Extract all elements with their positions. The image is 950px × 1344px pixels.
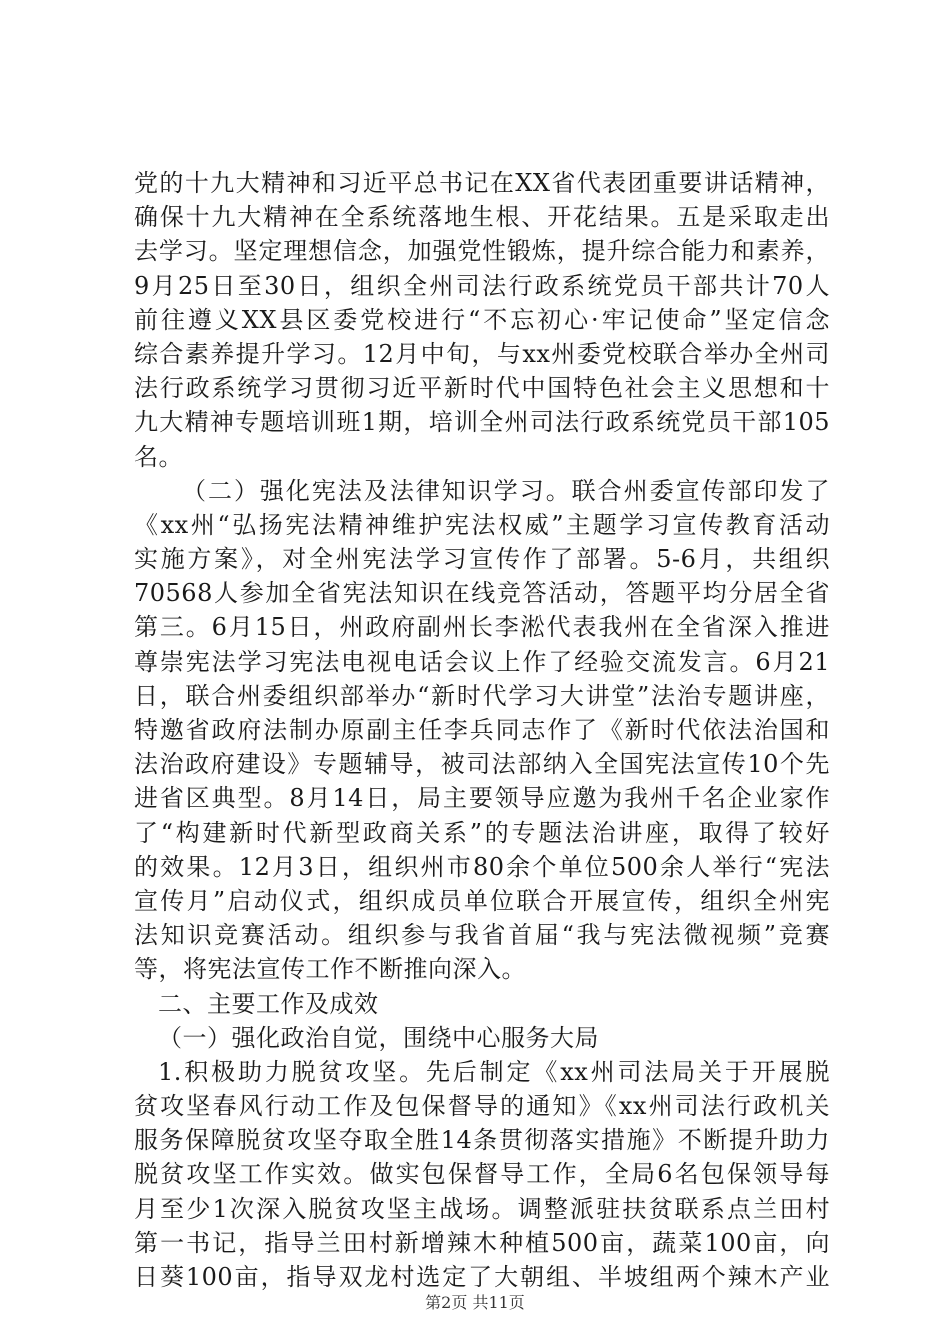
text-line: 第一书记，指导兰田村新增辣木种植500亩，蔬菜100亩，向 (134, 1228, 830, 1257)
text-line: 1.积极助力脱贫攻坚。先后制定《xx州司法局关于开展脱 (158, 1057, 830, 1086)
text-line: 贫攻坚春风行动工作及包保督导的通知》《xx州司法行政机关 (134, 1092, 830, 1121)
text-line: 了“构建新时代新型政商关系”的专题法治讲座，取得了较好 (134, 818, 830, 847)
text-line: 宣传月”启动仪式，组织成员单位联合开展宣传，组织全州宪 (134, 886, 830, 915)
text-line: 综合素养提升学习。12月中旬，与xx州委党校联合举办全州司 (134, 339, 830, 368)
text-line: 的效果。12月3日，组织州市80余个单位500余人举行“宪法 (134, 852, 830, 881)
text-line: 实施方案》，对全州宪法学习宣传作了部署。5-6月，共组织 (134, 545, 830, 574)
text-line: 名。 (134, 442, 183, 471)
section-heading-paragraph: （二）强化宪法及法律知识学习。联合州委宣传部印发了 (182, 476, 830, 505)
text-line: 70568人参加全省宪法知识在线竞答活动，答题平均分居全省 (134, 579, 830, 608)
text-line: 等，将宪法宣传工作不断推向深入。 (134, 955, 526, 984)
text-line: 月至少1次深入脱贫攻坚主战场。调整派驻扶贫联系点兰田村 (134, 1194, 830, 1223)
document-body (134, 166, 830, 1294)
text-line: 《xx州“弘扬宪法精神维护宪法权威”主题学习宣传教育活动 (134, 510, 830, 539)
text-line: 进省区典型。8月14日，局主要领导应邀为我州千名企业家作 (134, 784, 830, 813)
page-number-footer: 第2页 共11页 (425, 1293, 525, 1312)
text-line: 前往遵义XX县区委党校进行“不忘初心·牢记使命”坚定信念 (134, 305, 830, 334)
text-line: 法治政府建设》专题辅导，被司法部纳入全国宪法宣传10个先 (134, 750, 830, 779)
section-heading: 二、主要工作及成效 (158, 989, 379, 1018)
text-line: 特邀省政府法制办原副主任李兵同志作了《新时代依法治国和 (134, 716, 830, 744)
text-line: 尊崇宪法学习宪法电视电话会议上作了经验交流发言。6月21 (134, 647, 830, 676)
text-line: 第三。6月15日，州政府副州长李淞代表我州在全省深入推进 (134, 613, 830, 642)
text-line: 去学习。坚定理想信念，加强党性锻炼，提升综合能力和素养， (134, 237, 830, 266)
text-line: 九大精神专题培训班1期，培训全州司法行政系统党员干部105 (134, 408, 830, 437)
text-line: 日葵100亩，指导双龙村选定了大朝组、半坡组两个辣木产业 (134, 1263, 830, 1291)
text-line: 法行政系统学习贯彻习近平新时代中国特色社会主义思想和十 (134, 374, 830, 403)
text-line: 服务保障脱贫攻坚夺取全胜14条贯彻落实措施》不断提升助力 (134, 1126, 830, 1155)
text-line: 脱贫攻坚工作实效。做实包保督导工作，全局6名包保领导每 (134, 1160, 830, 1189)
text-line: 日，联合州委组织部举办“新时代学习大讲堂”法治专题讲座， (134, 681, 830, 710)
subsection-heading: （一）强化政治自觉，围绕中心服务大局 (158, 1023, 599, 1052)
text-line: 确保十九大精神在全系统落地生根、开花结果。五是采取走出 (134, 203, 830, 232)
text-line: 党的十九大精神和习近平总书记在XX省代表团重要讲话精神， (134, 169, 830, 197)
text-line: 法知识竞赛活动。组织参与我省首届“我与宪法微视频”竞赛 (134, 921, 830, 950)
text-line: 9月25日至30日，组织全州司法行政系统党员干部共计70人 (134, 271, 830, 300)
